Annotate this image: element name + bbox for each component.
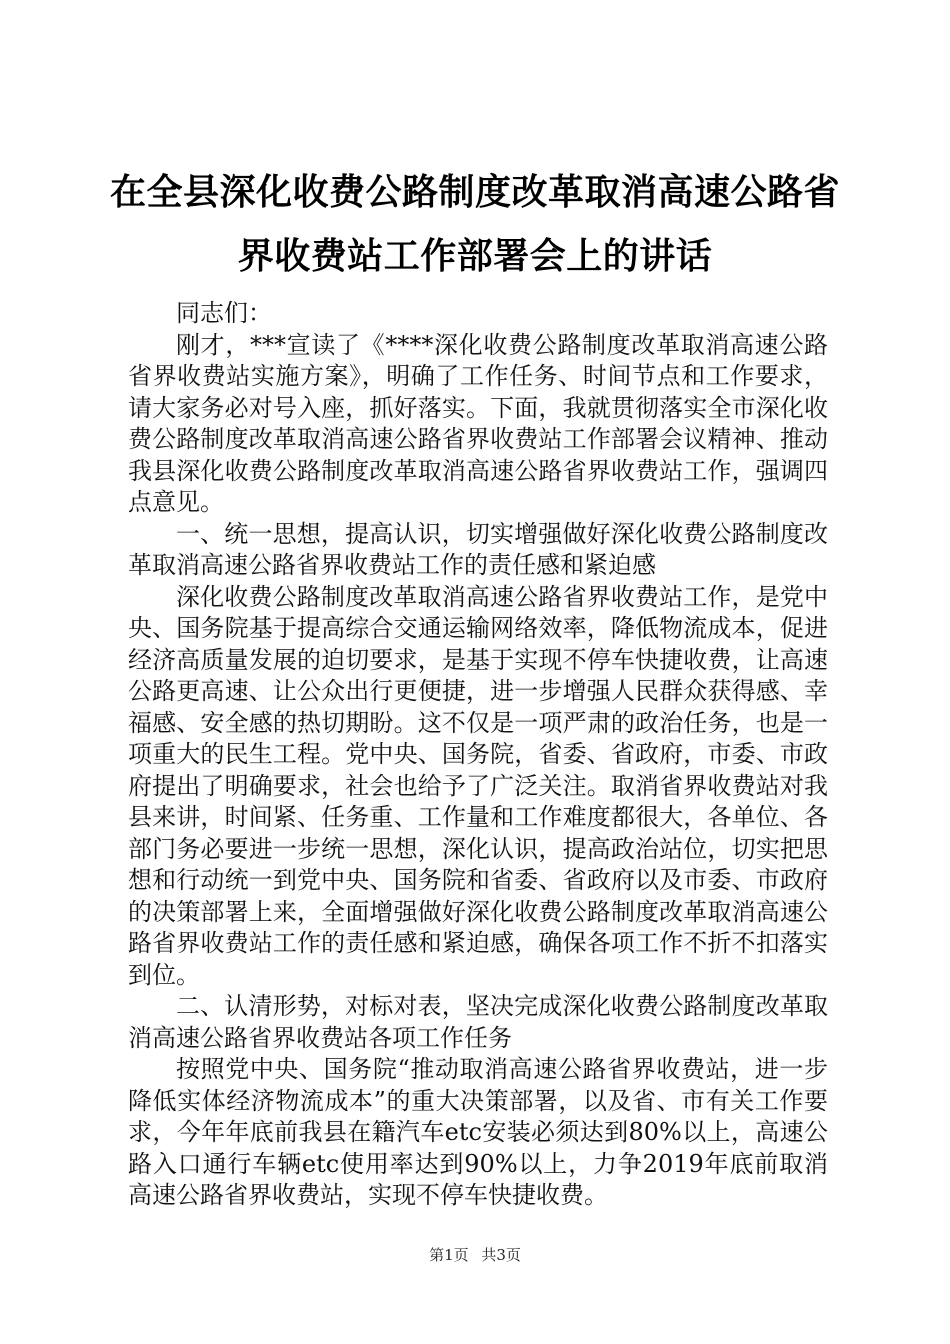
page-footer [0,1244,950,1265]
section-heading-1: 一、统一思想，提高认识，切实增强做好深化收费公路制度改革取消高速公路省界收费站工作的责任感和紧迫感 [128,519,828,579]
page-number: 第1页 [429,1246,469,1264]
paragraph-section-1: 深化收费公路制度改革取消高速公路省界收费站工作，是党中央、国务院基于提高综合交通运输网络效率，降低物流成本，促进经济高质量发展的迫切要求，是基于实现不停车快捷收费，让高速公路更高速、让公众出行更便捷，进一步增强人民群众获得感、幸福感、安全感的热切期盼。这不仅是一项严肃的政治任务，也是一项重大的民生工程。党中央、国务院，省委、省政府，市委、市政府提出了明确要求，社会也给予了广泛关注。取消省界收费站对我县来讲，时间紧、任务重、工作量和工作难度都很大，各单位、各部门务必要进一步统一思想，深化认识，提高政治站位，切实把思想和行动统一到党中央、国务院和省委、省政府以及市委、市政府的决策部署上来，全面增强做好深化收费公路制度改革取消高速公路省界收费站工作的责任感和紧迫感，确保各项工作不折不扣落实到位。 [128,582,828,989]
document-body [128,298,828,1212]
page-title: 在全县深化收费公路制度改革取消高速公路省界收费站工作部署会上的讲话 [109,171,840,277]
page-total: 共3页 [481,1246,521,1264]
salutation: 同志们： [176,299,272,327]
section-heading-2: 二、认清形势，对标对表，坚决完成深化收费公路制度改革取消高速公路省界收费站各项工作任务 [128,992,828,1052]
paragraph-intro: 刚才，***宣读了《****深化收费公路制度改革取消高速公路省界收费站实施方案》，明确了工作任务、时间节点和工作要求，请大家务必对号入座，抓好落实。下面，我就贯彻落实全市深化收费公路制度改革取消高速公路省界收费站工作部署会议精神、推动我县深化收费公路制度改革取消高速公路省界收费站工作，强调四点意见。 [128,330,828,516]
paragraph-section-2: 按照党中央、国务院“推动取消高速公路省界收费站，进一步降低实体经济物流成本”的重大决策部署，以及省、市有关工作要求，今年年底前我县在籍汽车etc安装必须达到80%以上，高速公路入口通行车辆etc使用率达到90%以上，力争2019年底前取消高速公路省界收费站，实现不停车快捷收费。 [128,1055,828,1209]
